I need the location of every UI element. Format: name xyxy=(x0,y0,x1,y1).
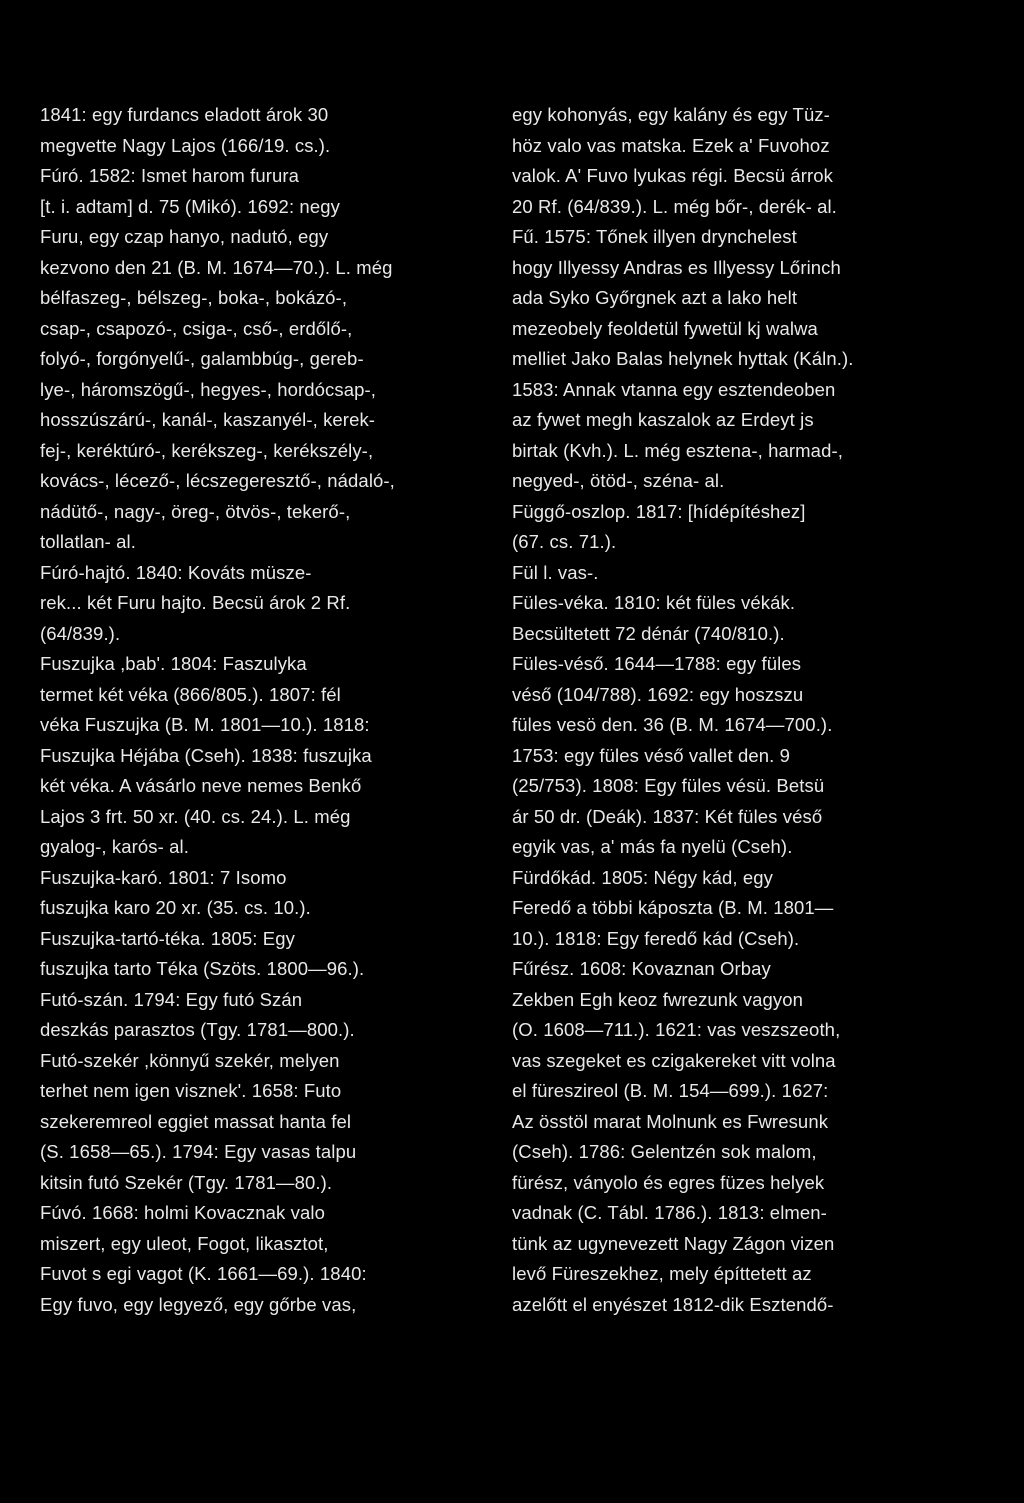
text-line xyxy=(512,192,960,223)
text-line xyxy=(40,466,490,497)
text-line xyxy=(512,924,960,955)
text-line xyxy=(40,588,490,619)
line-text: terhet nem igen visznek'. 1658: Futo xyxy=(40,1080,342,1101)
text-line xyxy=(512,466,960,497)
line-text: fuszujka tarto Téka (Szöts. 1800—96.). xyxy=(40,958,365,979)
text-line xyxy=(512,588,960,619)
line-text: Furu, egy czap hanyo, nadutó, egy xyxy=(40,226,329,247)
text-line xyxy=(512,771,960,802)
line-text: (67. cs. 71.). xyxy=(512,531,617,552)
text-line xyxy=(512,1046,960,1077)
text-line xyxy=(512,497,960,528)
text-line xyxy=(40,619,490,650)
text-line xyxy=(40,710,490,741)
text-line xyxy=(512,1107,960,1138)
text-line xyxy=(512,619,960,650)
line-text: Futó-szekér ,könnyű szekér, melyen xyxy=(40,1049,340,1071)
left-column xyxy=(40,100,490,1320)
line-text: Fürdőkád. 1805: Négy kád, egy xyxy=(512,866,774,888)
line-text: (Cseh). 1786: Gelentzén sok malom, xyxy=(512,1141,817,1162)
line-text: véső (104/788). 1692: egy hoszszu xyxy=(512,683,804,705)
line-text: kitsin futó Szekér (Tgy. 1781—80.). xyxy=(40,1171,333,1193)
line-text: két véka. A vásárlo neve nemes Benkő xyxy=(40,775,362,796)
line-text: Egy fuvo, egy legyező, egy gőrbe vas, xyxy=(40,1293,357,1315)
line-text: (O. 1608—711.). 1621: vas veszszeoth, xyxy=(512,1019,841,1040)
line-text: rek... két Furu hajto. Becsü árok 2 Rf. xyxy=(40,592,351,613)
line-text: hogy Illyessy Andras es Illyessy Lőrinch xyxy=(512,256,841,278)
text-line xyxy=(40,558,490,589)
text-line xyxy=(40,253,490,284)
line-text: az fywet megh kaszalok az Erdeyt js xyxy=(512,409,814,430)
text-line xyxy=(512,375,960,406)
text-line xyxy=(40,497,490,528)
text-line xyxy=(40,344,490,375)
text-line xyxy=(512,405,960,436)
line-text: Fuszujka ,bab'. 1804: Faszulyka xyxy=(40,653,307,674)
line-text: termet két véka (866/805.). 1807: fél xyxy=(40,683,341,705)
line-text: véka Fuszujka (B. M. 1801—10.). 1818: xyxy=(40,714,370,735)
line-text: egy kohonyás, egy kalány és egy Tüz- xyxy=(512,104,830,125)
text-line xyxy=(512,710,960,741)
line-text: kovács-, lécező-, lécszegeresztő-, nádaló-, xyxy=(40,470,395,491)
line-text: folyó-, forgónyelű-, galambbúg-, gereb- xyxy=(40,348,364,369)
text-line xyxy=(40,893,490,924)
line-text: Fuszujka-karó. 1801: 7 Isomo xyxy=(40,866,287,888)
line-text: valok. A' Fuvo lyukas régi. Becsü árrok xyxy=(512,165,834,186)
text-line xyxy=(40,1168,490,1199)
line-text: (64/839.). xyxy=(40,622,121,644)
line-text: deszkás parasztos (Tgy. 1781—800.). xyxy=(40,1019,355,1040)
text-line xyxy=(512,527,960,558)
line-text: melliet Jako Balas helynek hyttak (Káln.). xyxy=(512,348,854,369)
text-line xyxy=(512,1137,960,1168)
text-line xyxy=(40,863,490,894)
line-text: nádütő-, nagy-, öreg-, ötvös-, tekerő-, xyxy=(40,500,351,522)
text-line xyxy=(40,1015,490,1046)
text-line xyxy=(40,1198,490,1229)
line-text: vas szegeket es czigakereket vitt volna xyxy=(512,1049,836,1071)
line-text: (25/753). 1808: Egy füles vésü. Betsü xyxy=(512,775,825,796)
text-line xyxy=(512,802,960,833)
line-text: 20 Rf. (64/839.). L. még bőr-, derék- al. xyxy=(512,195,837,217)
text-line xyxy=(512,680,960,711)
text-line xyxy=(512,1168,960,1199)
line-text: tollatlan- al. xyxy=(40,531,137,552)
line-text: [t. i. adtam] d. 75 (Mikó). 1692: negy xyxy=(40,195,340,217)
line-text: csap-, csapozó-, csiga-, cső-, erdőlő-, xyxy=(40,317,353,339)
text-line xyxy=(512,1015,960,1046)
line-text: gyalog-, karós- al. xyxy=(40,836,189,857)
text-line xyxy=(40,1137,490,1168)
text-line xyxy=(512,1198,960,1229)
text-line xyxy=(40,1259,490,1290)
text-line xyxy=(40,832,490,863)
text-line xyxy=(512,1290,960,1321)
line-text: Fúró. 1582: Ismet harom furura xyxy=(40,165,300,186)
text-line xyxy=(40,771,490,802)
line-text: Zekben Egh keoz fwrezunk vagyon xyxy=(512,988,804,1010)
line-text: Feredő a többi káposzta (B. M. 1801— xyxy=(512,897,834,918)
line-text: Fuszujka-tartó-téka. 1805: Egy xyxy=(40,927,295,949)
line-text: Az össtöl marat Molnunk es Fwresunk xyxy=(512,1110,829,1132)
text-line xyxy=(40,1290,490,1321)
line-text: Fúró-hajtó. 1840: Kováts müsze- xyxy=(40,561,312,583)
line-text: azelőtt el enyészet 1812-dik Esztendő- xyxy=(512,1293,834,1315)
line-text: Fuvot s egi vagot (K. 1661—69.). 1840: xyxy=(40,1263,367,1284)
line-text: 1841: egy furdancs eladott árok 30 xyxy=(40,104,329,125)
text-line xyxy=(40,192,490,223)
text-line xyxy=(40,985,490,1016)
line-text: Lajos 3 frt. 50 xr. (40. cs. 24.). L. még xyxy=(40,805,351,827)
text-line xyxy=(40,131,490,162)
line-text: megvette Nagy Lajos (166/19. cs.). xyxy=(40,134,331,156)
text-line xyxy=(40,100,490,131)
text-line xyxy=(40,680,490,711)
text-line xyxy=(40,436,490,467)
text-line xyxy=(40,1076,490,1107)
line-text: Futó-szán. 1794: Egy futó Szán xyxy=(40,988,303,1010)
line-text: birtak (Kvh.). L. még esztena-, harmad-, xyxy=(512,439,843,461)
text-line xyxy=(512,893,960,924)
line-text: Fül l. vas-. xyxy=(512,561,599,583)
line-text: ada Syko Győrgnek azt a lako helt xyxy=(512,287,798,308)
right-column xyxy=(512,100,960,1320)
line-text: Fű. 1575: Tőnek illyen drynchelest xyxy=(512,226,797,247)
line-text: Füles-véső. 1644—1788: egy füles xyxy=(512,653,802,674)
text-line xyxy=(512,161,960,192)
line-text: szekeremreol eggiet massat hanta fel xyxy=(40,1110,352,1132)
text-line xyxy=(40,405,490,436)
text-line xyxy=(512,954,960,985)
text-line xyxy=(512,314,960,345)
text-line xyxy=(512,1259,960,1290)
text-line xyxy=(40,1107,490,1138)
line-text: 1583: Annak vtanna egy esztendeoben xyxy=(512,378,836,400)
text-line xyxy=(40,314,490,345)
text-line xyxy=(512,100,960,131)
line-text: 10.). 1818: Egy feredő kád (Cseh). xyxy=(512,927,800,949)
line-text: el füreszireol (B. M. 154—699.). 1627: xyxy=(512,1080,829,1101)
line-text: fuszujka karo 20 xr. (35. cs. 10.). xyxy=(40,897,311,918)
text-line xyxy=(40,222,490,253)
text-line xyxy=(512,253,960,284)
line-text: tünk az ugynevezett Nagy Zágon vizen xyxy=(512,1232,835,1254)
line-text: negyed-, ötöd-, széna- al. xyxy=(512,470,725,491)
line-text: egyik vas, a' más fa nyelü (Cseh). xyxy=(512,836,793,857)
line-text: Függő-oszlop. 1817: [hídépítéshez] xyxy=(512,500,806,522)
text-line xyxy=(512,436,960,467)
line-text: Fúvó. 1668: holmi Kovacznak valo xyxy=(40,1202,325,1223)
line-text: 1753: egy füles véső vallet den. 9 xyxy=(512,744,791,766)
line-text: Becsültetett 72 dénár (740/810.). xyxy=(512,622,785,644)
text-line xyxy=(512,283,960,314)
text-line xyxy=(512,649,960,680)
text-line xyxy=(40,649,490,680)
text-line xyxy=(512,741,960,772)
text-line xyxy=(40,741,490,772)
text-line xyxy=(512,1229,960,1260)
text-line xyxy=(40,924,490,955)
line-text: fürész, ványolo és egres füzes helyek xyxy=(512,1171,825,1193)
text-line xyxy=(512,131,960,162)
text-line xyxy=(40,802,490,833)
line-text: höz valo vas matska. Ezek a' Fuvohoz xyxy=(512,134,830,156)
text-line xyxy=(40,1229,490,1260)
line-text: Fűrész. 1608: Kovaznan Orbay xyxy=(512,958,771,979)
line-text: ár 50 dr. (Deák). 1837: Két füles véső xyxy=(512,805,823,827)
text-line xyxy=(40,527,490,558)
text-line xyxy=(512,222,960,253)
text-line xyxy=(512,863,960,894)
line-text: levő Füreszekhez, mely építtetett az xyxy=(512,1263,812,1284)
line-text: lye-, háromszögű-, hegyes-, hordócsap-, xyxy=(40,378,377,400)
line-text: füles vesö den. 36 (B. M. 1674—700.). xyxy=(512,714,833,735)
text-line xyxy=(512,558,960,589)
line-text: vadnak (C. Tábl. 1786.). 1813: elmen- xyxy=(512,1202,827,1223)
text-line xyxy=(40,375,490,406)
line-text: hosszúszárú-, kanál-, kaszanyél-, kerek- xyxy=(40,409,376,430)
line-text: bélfaszeg-, bélszeg-, boka-, bokázó-, xyxy=(40,287,348,308)
text-line xyxy=(40,954,490,985)
line-text: kezvono den 21 (B. M. 1674—70.). L. még xyxy=(40,256,393,278)
text-line xyxy=(40,161,490,192)
text-line xyxy=(512,344,960,375)
line-text: miszert, egy uleot, Fogot, likasztot, xyxy=(40,1232,329,1254)
line-text: Fuszujka Héjába (Cseh). 1838: fuszujka xyxy=(40,744,372,766)
text-line xyxy=(512,832,960,863)
text-line xyxy=(512,1076,960,1107)
line-text: Füles-véka. 1810: két füles vékák. xyxy=(512,592,796,613)
line-text: (S. 1658—65.). 1794: Egy vasas talpu xyxy=(40,1141,357,1162)
text-line xyxy=(40,283,490,314)
text-line xyxy=(40,1046,490,1077)
line-text: fej-, keréktúró-, kerékszeg-, kerékszély-, xyxy=(40,439,374,461)
text-line xyxy=(512,985,960,1016)
line-text: mezeobely feoldetül fywetül kj walwa xyxy=(512,317,818,339)
